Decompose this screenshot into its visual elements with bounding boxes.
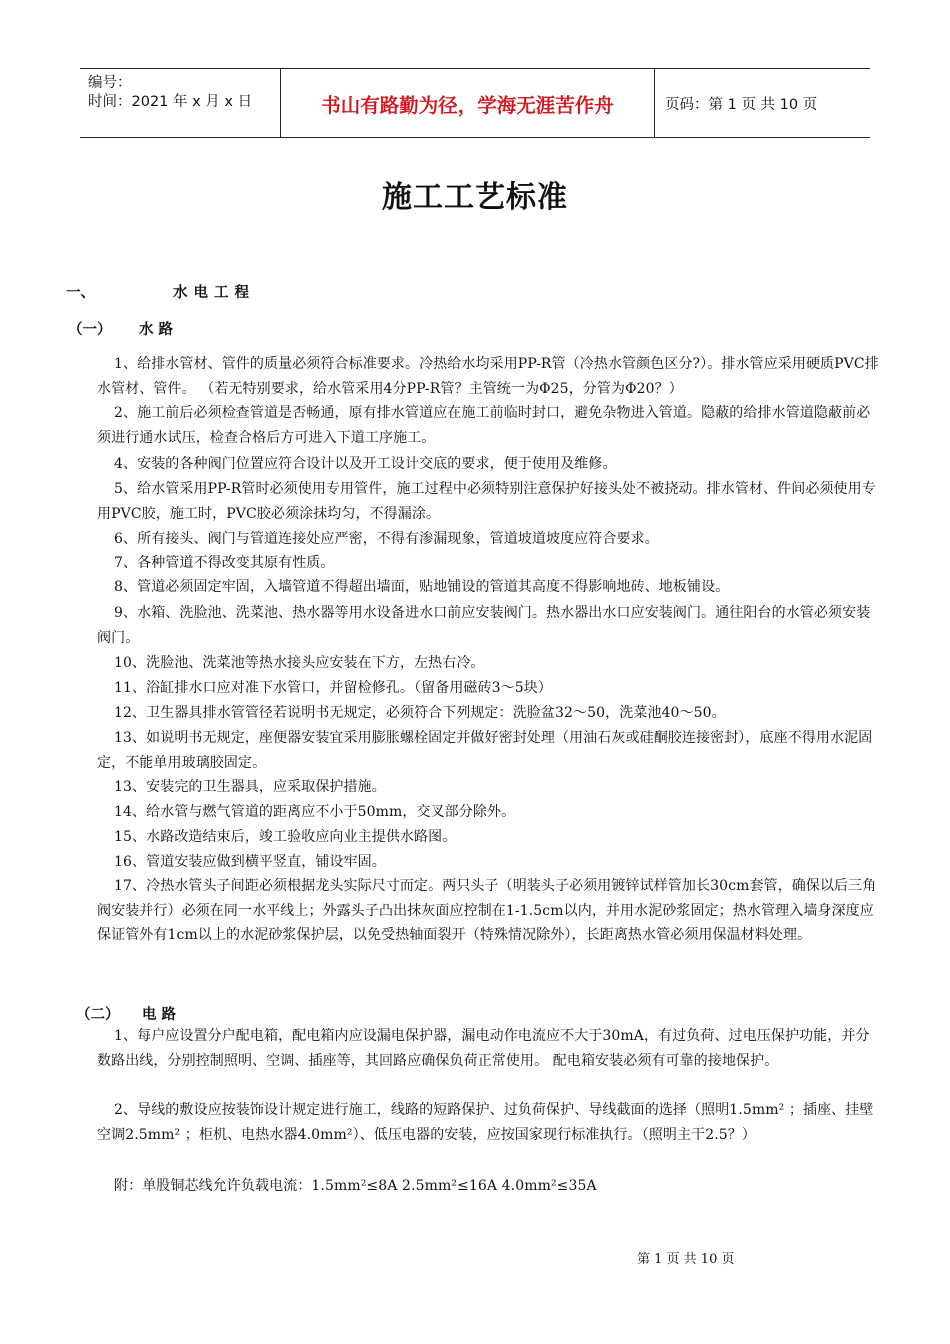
water-item: 1、给排水管材、管件的质量必须符合标准要求。冷热给水均采用PP-R管（冷热水管颜色区分?）。排水管应采用硬质PVC排水管材、管件。 （若无特别要求，给水管采用4分PP-R管？主管统一为Φ25，分管为Φ20？） [97,356,879,397]
water-item: 6、所有接头、阀门与管道连接处应严密，不得有渗漏现象，管道坡道坡度应符合要求。 [114,531,659,547]
water-item: 4、安装的各种阀门位置应符合设计以及开工设计交底的要求，便于使用及维修。 [114,456,617,472]
water-item: 5、给水管采用PP-R管时必须使用专用管件，施工过程中必须特别注意保护好接头处不被挠动。排水管材、件间必须使用专用PVC胶，施工时，PVC胶必须涂抹均匀，不得漏涂。 [97,481,876,522]
water-item: 2、施工前后必须检查管道是否畅通，原有排水管道应在施工前临时封口，避免杂物进入管道。隐蔽的给排水管道隐蔽前必须进行通水试压，检查合格后方可进入下道工序施工。 [97,405,871,446]
water-item: 12、卫生器具排水管管径若说明书无规定，必须符合下列规定：洗脸盆32～50，洗菜池40～50。 [114,705,726,721]
subsection-heading-electric [76,1003,181,1024]
header-motto: 书山有路勤为径，学海无涯苦作舟 [281,69,655,137]
section-heading-plumbing-electrical [66,281,255,302]
page-header [80,68,870,138]
water-item: 9、水箱、洗脸池、洗菜池、热水器等用水设备进水口前应安装阀门。热水器出水口应安装阀门。通往阳台的水管必须安装阀门。 [97,605,871,646]
number-label: 编号： [88,75,132,91]
subsection-number: （二） [76,1007,120,1023]
water-item: 8、管道必须固定牢固，入墙管道不得超出墙面，贴地铺设的管道其高度不得影响地砖、地板铺设。 [114,579,730,595]
electric-item: 1、每户应设置分户配电箱，配电箱内应设漏电保护器，漏电动作电流应不大于30mA，有过负荷、过电压保护功能，并分数路出线，分别控制照明、空调、插座等，其回路应确保负荷正常使用。 配电箱安装必须有可靠的接地保护。 [97,1028,870,1069]
page-title: 施工工艺标准 [382,180,568,215]
header-meta [80,69,281,137]
section-label: 水电工程 [173,285,255,301]
time-label: 时间：2021 年 x 月 x 日 [88,94,253,110]
water-item: 10、洗脸池、洗菜池等热水接头应安装在下方，左热右冷。 [114,655,485,671]
electric-item: 2、导线的敷设应按装饰设计规定进行施工，线路的短路保护、过负荷保护、导线截面的选择（照明1.5mm² ；插座、挂壁空调2.5mm² ；柜机、电热水器4.0mm²）、低压电器的安装，应按国家现行标准执行。（照明主干2.5？） [97,1102,874,1143]
water-item: 11、浴缸排水口应对准下水管口，并留检修孔。（留备用磁砖3～5块） [114,680,552,696]
electric-appendix: 附：单股铜芯线允许负载电流：1.5mm²≤8A 2.5mm²≤16A 4.0mm²≤35A [114,1178,597,1194]
header-page-info: 页码：第 1 页 共 10 页 [665,96,818,113]
water-item: 7、各种管道不得改变其原有性质。 [114,555,335,571]
subsection-heading-water [68,318,178,339]
page-footer: 第 1 页 共 10 页 [637,1252,735,1267]
subsection-label: 电路 [142,1007,181,1023]
water-item: 13、安装完的卫生器具，应采取保护措施。 [114,779,386,795]
section-number: 一、 [66,285,95,301]
water-item: 17、冷热水管头子间距必须根据龙头实际尺寸而定。两只头子（明装头子必须用镀锌试样管加长30cm套管，确保以后三角阀安装并行）必须在同一水平线上；外露头子凸出抹灰面应控制在1-1.5cm以内，并用水泥砂浆固定；热水管理入墙身深度应保证管外有1cm以上的水泥砂浆保护层，以免受热轴面裂开（特殊情况除外），长距离热水管必须用保温材料处理。 [97,878,877,943]
subsection-number: （一） [68,322,112,338]
water-item: 16、管道安装应做到横平竖直，铺设牢固。 [114,854,386,870]
water-item: 15、水路改造结束后，竣工验收应向业主提供水路图。 [114,829,457,845]
subsection-label: 水路 [139,322,178,338]
water-item: 14、给水管与燃气管道的距离应不小于50mm，交叉部分除外。 [114,804,516,820]
water-item: 13、如说明书无规定，座便器安装宜采用膨胀螺栓固定并做好密封处理（用油石灰或硅酮胶连接密封），底座不得用水泥固定，不能单用玻璃胶固定。 [97,730,873,771]
